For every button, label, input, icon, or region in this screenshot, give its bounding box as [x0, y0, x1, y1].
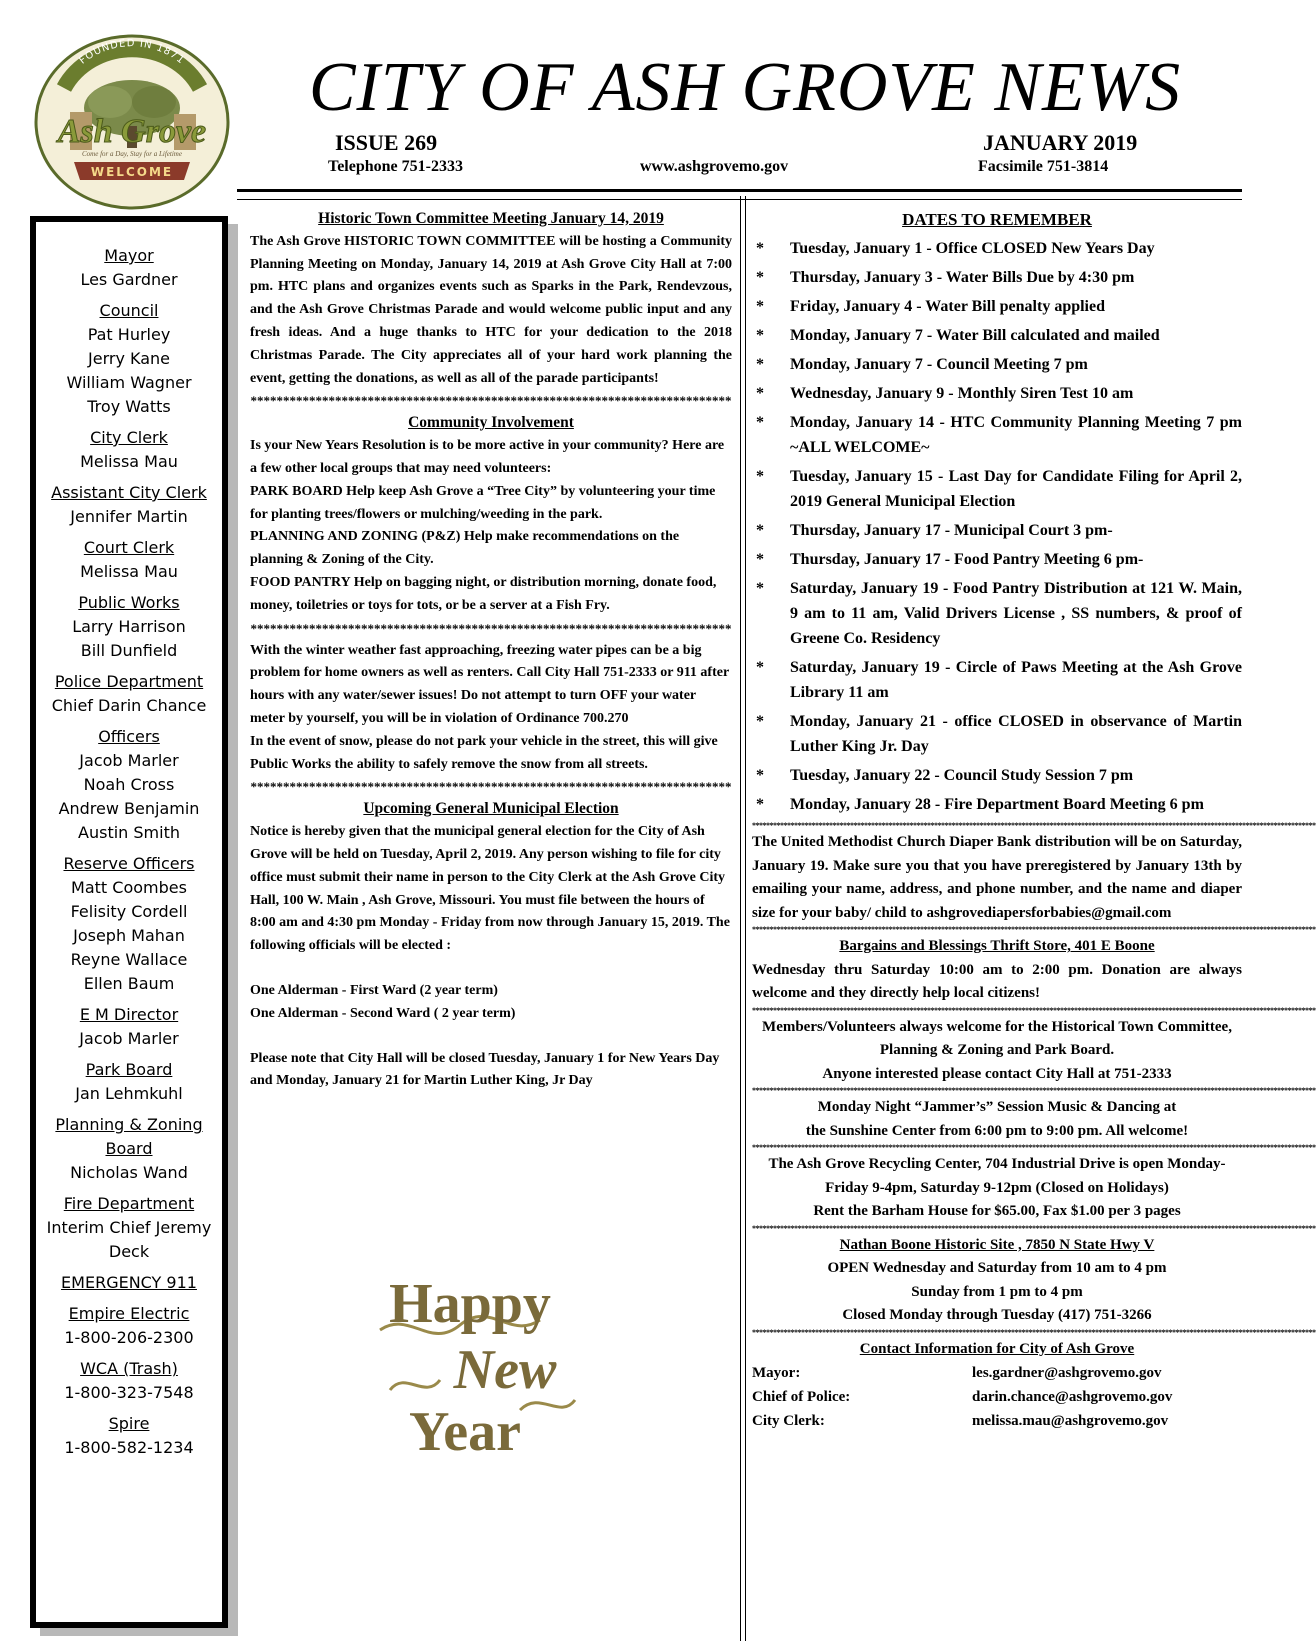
sidebar-heading: Council [99, 301, 159, 320]
date-text: Monday, January 14 - HTC Community Planning Meeting 7 pm ~ALL WELCOME~ [790, 414, 1242, 456]
sidebar-name: Jacob Marler [79, 1029, 179, 1048]
recycling-note: The Ash Grove Recycling Center, 704 Industrial Drive is open Monday-Friday 9-4pm, Saturday 9-12pm (Closed on Holidays) [768, 1156, 1226, 1196]
logo-welcome: WELCOME [90, 165, 174, 179]
bullet-icon: * [756, 356, 764, 373]
date-text: Monday, January 21 - office CLOSED in observance of Martin Luther King Jr. Day [790, 713, 1242, 755]
date-item [752, 294, 1242, 319]
sidebar-name: Reyne Wallace [70, 950, 188, 969]
date-item [752, 518, 1242, 543]
bullet-icon: * [756, 551, 764, 568]
date-item [752, 792, 1242, 817]
sidebar-group [36, 1271, 222, 1295]
bullet-icon: * [756, 713, 764, 730]
sidebar-heading: Park Board [85, 1060, 173, 1079]
separator: ***************************************************************************************************************************************************************** [752, 1005, 1316, 1015]
alderman-first-ward: One Alderman - First Ward (2 year term) [250, 982, 498, 998]
sidebar-name: Austin Smith [78, 823, 180, 842]
date-item [752, 709, 1242, 759]
sidebar-group [36, 1412, 222, 1460]
separator: ***************************************************************************************************************************************************************** [752, 1086, 1316, 1095]
sidebar-name: Melissa Mau [80, 562, 178, 581]
sidebar-group [36, 725, 222, 845]
htc-meeting-body: The Ash Grove HISTORIC TOWN COMMITTEE will be hosting a Community Planning Meeting on Monday, January 14, 2019 at Ash Grove City Hall at 7:00 pm. HTC plans and organizes events such as Sparks in the Park, Rendevzous, and the Ash Grove Christmas Parade and would welcome public input and any fresh ideas. And a huge thanks to HTC for your dedication to the 2018 Christmas Parade. The City appreciates all of your hard work planning the event, getting the donations, as well as all of the parade participants! [250, 233, 732, 386]
sidebar-name: Troy Watts [87, 397, 171, 416]
date-text: Saturday, January 19 - Food Pantry Distribution at 121 W. Main, 9 am to 11 am, Valid Drivers License , SS numbers, & proof of Greene Co. Residency [790, 580, 1242, 647]
hny-new: New [453, 1339, 557, 1401]
dates-list [752, 236, 1242, 817]
contact-row [752, 1409, 1242, 1433]
winter-note: With the winter weather fast approaching, freezing water pipes can be a big problem for home owners as well as renters. Call City Hall 751-2333 or 911 after hours with any water/sewer issues! Do not attempt to turn OFF your water meter by yourself, you will be in violation of Ordinance 700.270 [250, 642, 729, 726]
hny-happy: Happy [389, 1273, 551, 1335]
contact-email-link[interactable]: les.gardner@ashgrovemo.gov [972, 1365, 1162, 1381]
separator: ************************************************************************** [250, 620, 732, 636]
bullet-icon: * [756, 767, 764, 784]
volunteers-contact: Anyone interested please contact City Hall at 751-2333 [822, 1065, 1172, 1082]
date-text: Friday, January 4 - Water Bill penalty applied [790, 298, 1105, 315]
date-item [752, 352, 1242, 377]
date-item [752, 381, 1242, 406]
planning-zoning-note: PLANNING AND ZONING (P&Z) Help make recommendations on the planning & Zoning of the City. [250, 529, 680, 568]
sidebar-name: Larry Harrison [72, 617, 186, 636]
date-item [752, 265, 1242, 290]
sidebar-heading: Planning & Zoning Board [55, 1115, 203, 1158]
middle-column [250, 208, 732, 1093]
sidebar-name: Bill Dunfield [80, 641, 178, 660]
sidebar-group [36, 591, 222, 663]
hny-year: Year [409, 1401, 521, 1463]
diaper-bank-note: The United Methodist Church Diaper Bank distribution will be on Saturday, January 19. Make sure you that you have preregistered by January 13th by emailing your name, address, and phone number, and the name and diaper size for your baby/ child to ashgrovediapersforbabies@gmail.com [752, 834, 1242, 921]
sidebar-heading: E M Director [79, 1005, 179, 1024]
sidebar-heading: Public Works [78, 593, 180, 612]
contact-email-link[interactable]: darin.chance@ashgrovemo.gov [972, 1389, 1173, 1405]
sidebar-group [36, 1113, 222, 1185]
contact-email-link[interactable]: melissa.mau@ashgrovemo.gov [972, 1413, 1169, 1429]
bullet-icon: * [756, 414, 764, 431]
bullet-icon: * [756, 522, 764, 539]
logo-founded-text: FOUNDED IN 1871 [77, 38, 187, 67]
date-item [752, 464, 1242, 514]
food-pantry-note: FOOD PANTRY Help on bagging night, or distribution morning, donate food, money, toiletries or toys for tots, or be a server at a Fish Fry. [250, 574, 717, 613]
date-text: Tuesday, January 22 - Council Study Session 7 pm [790, 767, 1134, 784]
sidebar-name: Felisity Cordell [70, 902, 188, 921]
facsimile: Facsimile 751-3814 [978, 158, 1109, 175]
sidebar-heading: EMERGENCY 911 [61, 1273, 197, 1292]
election-title: Upcoming General Municipal Election [363, 800, 619, 818]
date-text: Monday, January 28 - Fire Department Board Meeting 6 pm [790, 796, 1204, 813]
separator: ***************************************************************************************************************************************************************** [752, 925, 1316, 934]
sidebar-group [36, 536, 222, 584]
city-logo [30, 30, 235, 210]
date-text: Tuesday, January 15 - Last Day for Candidate Filing for April 2, 2019 General Municipal Election [790, 468, 1242, 510]
sidebar-name: Matt Coombes [71, 878, 187, 897]
date-text: Monday, January 7 - Water Bill calculated and mailed [790, 327, 1160, 344]
column-divider [740, 196, 746, 1641]
sidebar-heading: Officers [98, 727, 160, 746]
bullet-icon: * [756, 385, 764, 402]
logo-name: Ash Grove [57, 113, 207, 150]
sidebar-group [36, 299, 222, 419]
sidebar-name: Jacob Marler [79, 751, 179, 770]
date-item [752, 655, 1242, 705]
dates-title: DATES TO REMEMBER [902, 210, 1092, 229]
bullet-icon: * [756, 240, 764, 257]
bullet-icon: * [756, 580, 764, 597]
htc-meeting-title: Historic Town Committee Meeting January 14, 2019 [318, 210, 664, 227]
date-text: Thursday, January 17 - Food Pantry Meeting 6 pm- [790, 551, 1144, 568]
bullet-icon: * [756, 327, 764, 344]
date-item [752, 763, 1242, 788]
sidebar-heading: City Clerk [90, 428, 168, 447]
sidebar-name: Joseph Mahan [73, 926, 185, 945]
sidebar-name: Noah Cross [83, 775, 175, 794]
sidebar-name: Melissa Mau [80, 452, 178, 471]
issue-number: ISSUE 269 [335, 130, 438, 155]
sidebar-group [36, 670, 222, 718]
sidebar-name: Pat Hurley [87, 325, 171, 344]
sidebar-name: William Wagner [66, 373, 192, 392]
separator: ***************************************************************************************************************************************************************** [752, 1327, 1316, 1337]
sidebar-name: Les Gardner [80, 270, 178, 289]
sidebar-heading: Fire Department [63, 1194, 195, 1213]
date-item [752, 576, 1242, 651]
officials-sidebar [30, 216, 228, 1628]
website-link[interactable]: www.ashgrovemo.gov [640, 158, 789, 175]
jammers-line-2: the Sunshine Center from 6:00 pm to 9:00 pm. All welcome! [805, 1122, 1189, 1139]
barham-house-note: Rent the Barham House for $65.00, Fax $1.00 per 3 pages [813, 1203, 1181, 1219]
contact-label: Mayor: [752, 1365, 801, 1381]
date-text: Saturday, January 19 - Circle of Paws Meeting at the Ash Grove Library 11 am [790, 659, 1242, 701]
contact-label: City Clerk: [752, 1413, 825, 1429]
right-column [752, 208, 1316, 1433]
logo-tagline: Come for a Day, Stay for a Lifetime [82, 150, 182, 158]
separator: ***************************************************************************************************************************************************************** [752, 1223, 1316, 1233]
bullet-icon: * [756, 796, 764, 813]
sidebar-heading: Mayor [104, 246, 154, 265]
snow-note: In the event of snow, please do not park your vehicle in the street, this will give Public Works the ability to safely remove the snow from all streets. [250, 733, 718, 772]
separator: ***************************************************************************************************************************************************************** [752, 1143, 1316, 1152]
date-item [752, 410, 1242, 460]
election-body: Notice is hereby given that the municipal general election for the City of Ash Grove will be held on Tuesday, April 2, 2019. Any person wishing to file for city office must submit their name in person to the City Clerk at the Ash Grove City Hall, 100 W. Main , Ash Grove, Missouri. You must file between the hours of 8:00 am and 4:30 pm Monday - Friday from now through January 15, 2019. The following officials will be elected : [250, 824, 730, 954]
date-text: Thursday, January 3 - Water Bills Due by 4:30 pm [790, 269, 1135, 286]
sidebar-group [36, 852, 222, 996]
sidebar-name: Interim Chief Jeremy Deck [46, 1218, 212, 1261]
bullet-icon: * [756, 468, 764, 485]
boone-hours-2: Sunday from 1 pm to 4 pm [911, 1283, 1083, 1300]
happy-new-year-graphic [370, 1270, 585, 1482]
sidebar-name: 1-800-582-1234 [64, 1438, 194, 1457]
date-text: Wednesday, January 9 - Monthly Siren Test 10 am [790, 385, 1134, 402]
city-hall-closed-note: Please note that City Hall will be closed Tuesday, January 1 for New Years Day and Monday, January 21 for Martin Luther King, Jr Day [250, 1050, 720, 1089]
date-text: Thursday, January 17 - Municipal Court 3 pm- [790, 522, 1113, 539]
contact-row [752, 1361, 1242, 1385]
telephone: Telephone 751-2333 [328, 158, 463, 175]
bullet-icon: * [756, 269, 764, 286]
separator: ************************************************************************** [250, 779, 732, 795]
date-text: Tuesday, January 1 - Office CLOSED New Years Day [790, 240, 1155, 257]
sidebar-group [36, 1302, 222, 1350]
sidebar-heading: Police Department [54, 672, 204, 691]
sidebar-name: 1-800-323-7548 [64, 1383, 194, 1402]
date-text: Monday, January 7 - Council Meeting 7 pm [790, 356, 1088, 373]
sidebar-name: Jan Lehmkuhl [75, 1084, 183, 1103]
sidebar-group [36, 244, 222, 292]
sidebar-group [36, 426, 222, 474]
sidebar-heading: Assistant City Clerk [51, 483, 207, 502]
separator: ************************************************************************** [250, 393, 732, 409]
boone-hours-3: Closed Monday through Tuesday (417) 751-3266 [842, 1307, 1152, 1323]
sidebar-group [36, 1058, 222, 1106]
sidebar-group [36, 1003, 222, 1051]
date-item [752, 547, 1242, 572]
sidebar-heading: Court Clerk [83, 538, 175, 557]
contact-row [752, 1385, 1242, 1409]
date-item [752, 236, 1242, 261]
sidebar-name: Nicholas Wand [70, 1163, 188, 1182]
sidebar-name: Jennifer Martin [70, 507, 188, 526]
contact-label: Chief of Police: [752, 1389, 851, 1405]
date-item [752, 323, 1242, 348]
sidebar-heading: Spire [108, 1414, 150, 1433]
jammers-line-1: Monday Night “Jammer’s” Session Music & Dancing at [817, 1099, 1177, 1115]
sidebar-name: Ellen Baum [83, 974, 175, 993]
sidebar-heading: Empire Electric [68, 1304, 190, 1323]
community-intro: Is your New Years Resolution is to be more active in your community? Here are a few other local groups that may need volunteers: [250, 438, 725, 476]
thrift-store-hours: Wednesday thru Saturday 10:00 am to 2:00 pm. Donation are always welcome and they directly help local citizens! [752, 961, 1242, 1001]
thrift-store-title: Bargains and Blessings Thrift Store, 401 E Boone [839, 938, 1155, 954]
newsletter-title: CITY OF ASH GROVE NEWS [308, 49, 1182, 126]
alderman-second-ward: One Alderman - Second Ward ( 2 year term) [250, 1005, 516, 1021]
sidebar-group [36, 1357, 222, 1405]
contacts-title: Contact Information for City of Ash Grove [859, 1340, 1135, 1357]
sidebar-group [36, 1192, 222, 1264]
issue-date: JANUARY 2019 [983, 130, 1138, 155]
boone-site-title: Nathan Boone Historic Site , 7850 N State Hwy V [839, 1236, 1155, 1253]
boone-hours-1: OPEN Wednesday and Saturday from 10 am to 4 pm [827, 1260, 1167, 1276]
separator: ***************************************************************************************************************************************************************** [752, 821, 1316, 830]
sidebar-name: Andrew Benjamin [58, 799, 200, 818]
bullet-icon: * [756, 659, 764, 676]
community-title: Community Involvement [408, 414, 574, 432]
contacts-list [752, 1361, 1242, 1433]
sidebar-heading: Reserve Officers [63, 854, 195, 873]
park-board-note: PARK BOARD Help keep Ash Grove a “Tree City” by volunteering your time for planting trees/flowers or mulching/weeding in the park. [250, 483, 716, 522]
bullet-icon: * [756, 298, 764, 315]
sidebar-name: Chief Darin Chance [51, 696, 207, 715]
volunteers-note: Members/Volunteers always welcome for the Historical Town Committee, Planning & Zoning and Park Board. [762, 1018, 1232, 1058]
sidebar-group [36, 481, 222, 529]
sidebar-heading: WCA (Trash) [80, 1359, 178, 1378]
sidebar-name: Jerry Kane [88, 349, 170, 368]
sidebar-name: 1-800-206-2300 [64, 1328, 194, 1347]
